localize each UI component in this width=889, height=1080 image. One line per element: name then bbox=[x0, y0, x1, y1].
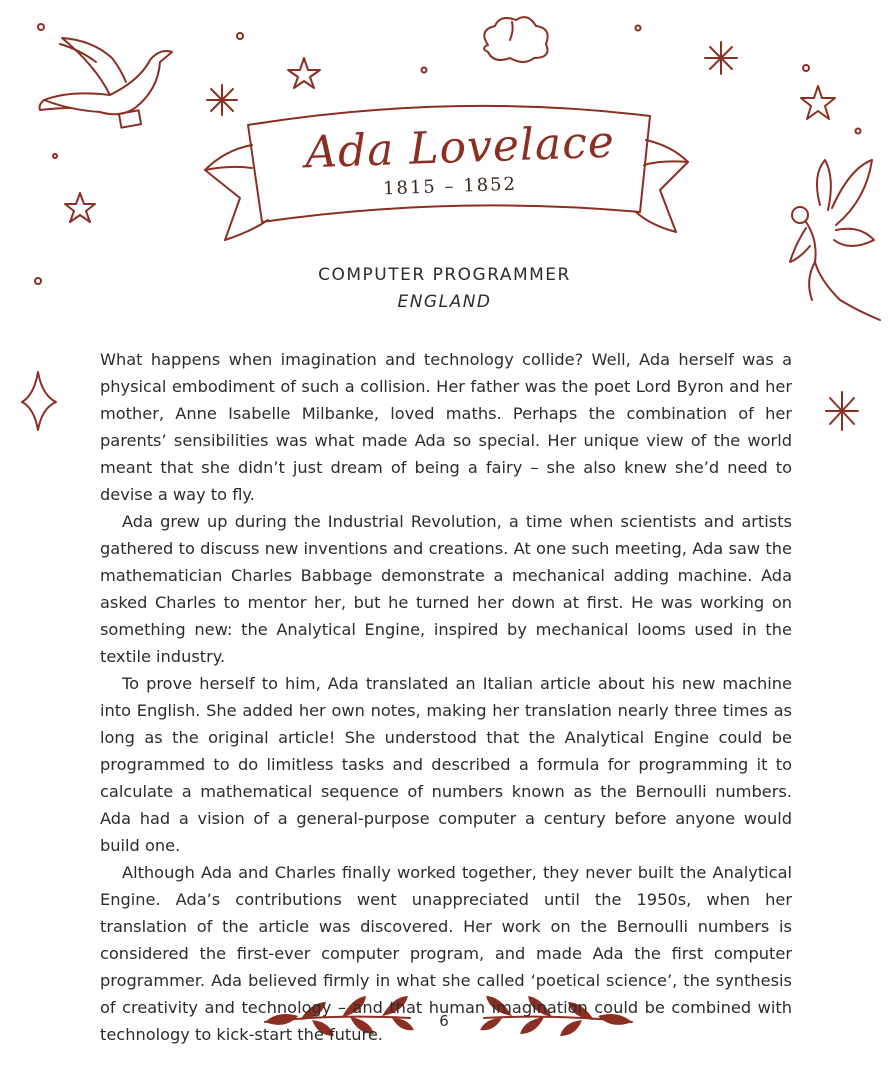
page-number: 6 bbox=[439, 1012, 449, 1030]
paragraph: What happens when imagination and technology collide? Well, Ada herself was a physical embodiment of such a collision. Her father was the poet Lord Byron and her mother, Anne Isabelle Milbanke, loved maths. Perhaps the combination of her parents’ sensibilities was what made Ada so special. Her unique view of the world meant that she didn’t just dream of being a fairy – she also knew she’d need to devise a way to fly. bbox=[100, 350, 792, 504]
profession-heading: COMPUTER PROGRAMMER bbox=[318, 265, 571, 285]
asterisk-icon bbox=[207, 85, 237, 115]
star-icon bbox=[65, 193, 95, 222]
paragraph: To prove herself to him, Ada translated an Italian article about his new machine into English. She added her own notes, making her translation nearly three times as long as the original article! She understood that the Analytical Engine could be programmed to do limitless tasks and described a formula for programming it to calculate a mathematical sequence of numbers known as the Bernoulli numbers. Ada had a vision of a general-purpose computer a century before anyone would build one. bbox=[100, 674, 792, 855]
asterisk-icon bbox=[826, 392, 858, 430]
star-icon bbox=[801, 86, 835, 119]
star-icon bbox=[288, 58, 320, 88]
biography-body bbox=[100, 346, 792, 1048]
asterisk-icon bbox=[705, 42, 737, 74]
dove-icon bbox=[40, 38, 173, 128]
paragraph: Although Ada and Charles finally worked together, they never built the Analytical Engine. Ada’s contributions went unappreciated until the 1950s, when her translation of the article was discovered. Her work on the Bernoulli numbers is considered the first-ever computer program, and made Ada the first computer programmer. Ada believed firmly in what she called ‘poetical science’, the synthesis of creativity and technology – and that human imagination could be combined with technology to kick-start the future. bbox=[100, 863, 792, 1044]
sparkle-icon bbox=[22, 372, 56, 430]
cloud-icon bbox=[484, 17, 548, 62]
country-heading: ENGLAND bbox=[397, 292, 492, 312]
paragraph: Ada grew up during the Industrial Revolution, a time when scientists and artists gathered to discuss new inventions and creations. At one such meeting, Ada saw the mathematician Charles Babbage demonstrate a mechanical adding machine. Ada asked Charles to mentor her, but he turned her down at first. He was working on something new: the Analytical Engine, inspired by mechanical looms used in the textile industry. bbox=[100, 512, 792, 666]
life-dates: 1815 – 1852 bbox=[382, 173, 518, 200]
biography-title: Ada Lovelace bbox=[304, 116, 616, 179]
